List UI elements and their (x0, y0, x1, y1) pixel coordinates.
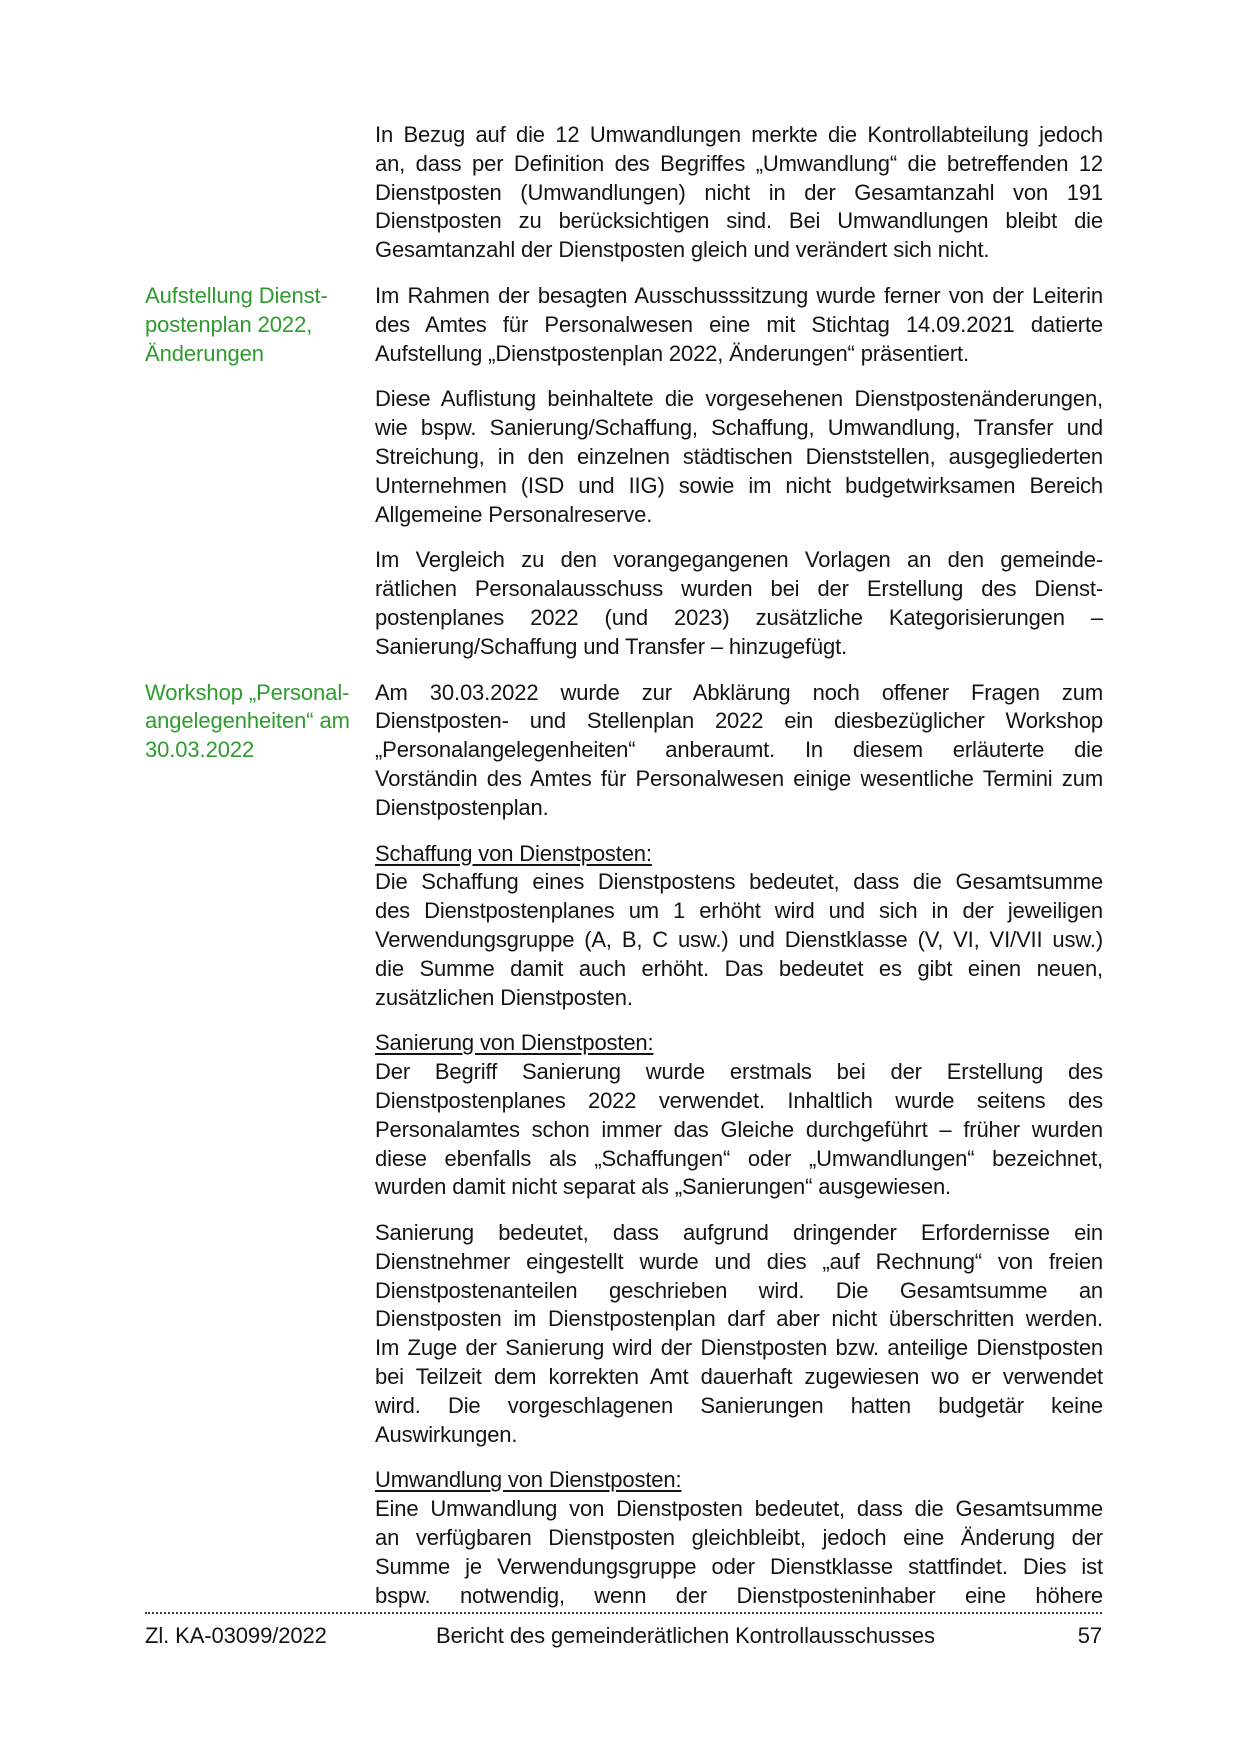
paragraph-line: Dienstposten- und Stellenplan 2022 ein diesbezüglicher Workshop (375, 708, 1103, 734)
body-paragraph (375, 1219, 1103, 1449)
margin-note-line: postenplan 2022, (145, 311, 313, 337)
margin-note-line: Änderungen (145, 340, 264, 366)
paragraph-line: wie bspw. Sanierung/Schaffung, Schaffung, Umwandlung, Transfer und (375, 415, 1103, 441)
paragraph-line: Am 30.03.2022 wurde zur Abklärung noch offener Fragen zum (375, 679, 1103, 705)
paragraph-line: Unternehmen (ISD und IIG) sowie im nicht budgetwirksamen Bereich (375, 472, 1103, 498)
paragraph-line: wurden damit nicht separat als „Sanierungen“ ausgewiesen. (375, 1174, 952, 1200)
body-paragraph (375, 385, 1103, 529)
paragraph-line: Der Begriff Sanierung wurde erstmals bei der Erstellung des (375, 1059, 1103, 1085)
paragraph-line: die Summe damit auch erhöht. Das bedeutet es gibt einen neuen, (375, 955, 1103, 981)
paragraph-line: wird. Die vorgeschlagenen Sanierungen hatten budgetär keine (375, 1392, 1103, 1418)
section-heading: Sanierung von Dienstposten: (375, 1030, 654, 1056)
paragraph-line: Im Zuge der Sanierung wird der Dienstposten bzw. anteilige Dienstposten (375, 1335, 1103, 1361)
footer-document-title: Bericht des gemeinderätlichen Kontrollausschusses (436, 1623, 935, 1648)
margin-note (145, 679, 375, 765)
paragraph-line: Allgemeine Personalreserve. (375, 501, 653, 527)
content-block (145, 121, 1103, 265)
document-body (145, 121, 1103, 1627)
content-block (145, 1466, 1103, 1610)
footer-page-number: 57 (1077, 1623, 1102, 1648)
footer-divider (145, 1612, 1102, 1614)
body-paragraph (375, 282, 1103, 368)
margin-note-line: Workshop „Personal- (145, 679, 350, 705)
paragraph-line: Dienstpostenplan. (375, 794, 549, 820)
paragraph-line: Dienstposten zu berücksichtigen sind. Bei Umwandlungen bleibt die (375, 208, 1103, 234)
body-paragraph (375, 1029, 1103, 1202)
paragraph-line: Personalamtes schon immer das Gleiche durchgeführt – früher wurden (375, 1116, 1103, 1142)
content-block (145, 1029, 1103, 1202)
paragraph-line: Verwendungsgruppe (A, B, C usw.) und Dienstklasse (V, VI, VI/VII usw.) (375, 926, 1103, 952)
section-heading: Umwandlung von Dienstposten: (375, 1467, 682, 1493)
paragraph-line: zusätzlichen Dienstposten. (375, 984, 633, 1010)
footer-row (145, 1623, 1102, 1649)
paragraph-line: des Amtes für Personalwesen eine mit Stichtag 14.09.2021 datierte (375, 311, 1103, 337)
paragraph-line: diese ebenfalls als „Schaffungen“ oder „Umwandlungen“ bezeichnet, (375, 1145, 1103, 1171)
paragraph-line: an verfügbaren Dienstposten gleichbleibt, jedoch eine Änderung der (375, 1525, 1103, 1551)
content-block (145, 679, 1103, 823)
paragraph-line: Sanierung bedeutet, dass aufgrund dringender Erfordernisse ein (375, 1220, 1103, 1246)
paragraph-line: Summe je Verwendungsgruppe oder Dienstklasse stattfindet. Dies ist (375, 1553, 1103, 1579)
paragraph-line: postenplanes 2022 (und 2023) zusätzliche Kategorisierungen – (375, 604, 1103, 630)
paragraph-line: Eine Umwandlung von Dienstposten bedeutet, dass die Gesamtsumme (375, 1496, 1103, 1522)
paragraph-line: Die Schaffung eines Dienstpostens bedeutet, dass die Gesamtsumme (375, 869, 1103, 895)
paragraph-line: Dienstpostenanteilen geschrieben wird. Die Gesamtsumme an (375, 1277, 1103, 1303)
paragraph-line: Dienstpostenplanes 2022 verwendet. Inhaltlich wurde seitens des (375, 1087, 1103, 1113)
paragraph-line: Dienstnehmer eingestellt wurde und dies „auf Rechnung“ von freien (375, 1248, 1103, 1274)
paragraph-line: an, dass per Definition des Begriffes „Umwandlung“ die betreffenden 12 (375, 150, 1103, 176)
content-block (145, 1219, 1103, 1449)
body-paragraph (375, 1466, 1103, 1610)
paragraph-line: Dienstposten (Umwandlungen) nicht in der Gesamtanzahl von 191 (375, 179, 1103, 205)
content-block (145, 282, 1103, 368)
body-paragraph (375, 121, 1103, 265)
content-block (145, 546, 1103, 661)
margin-note-line: Aufstellung Dienst- (145, 282, 328, 308)
margin-note-line: angelegenheiten“ am (145, 708, 350, 734)
content-block (145, 385, 1103, 529)
paragraph-line: bei Teilzeit dem korrekten Amt dauerhaft zugewiesen wo er verwendet (375, 1364, 1103, 1390)
paragraph-line: Dienstposten im Dienstpostenplan darf aber nicht überschritten werden. (375, 1306, 1103, 1332)
content-block (145, 840, 1103, 1013)
paragraph-line: Aufstellung „Dienstpostenplan 2022, Änderungen“ präsentiert. (375, 340, 969, 366)
paragraph-line: bspw. notwendig, wenn der Dienstposteninhaber eine höhere (375, 1582, 1103, 1608)
body-paragraph (375, 546, 1103, 661)
section-heading: Schaffung von Dienstposten: (375, 840, 652, 866)
paragraph-line: Streichung, in den einzelnen städtischen Dienststellen, ausgegliederten (375, 443, 1103, 469)
page-footer (145, 1612, 1102, 1649)
paragraph-line: In Bezug auf die 12 Umwandlungen merkte die Kontrollabteilung jedoch (375, 122, 1103, 147)
paragraph-line: Sanierung/Schaffung und Transfer – hinzugefügt. (375, 633, 847, 659)
paragraph-line: „Personalangelegenheiten“ anberaumt. In diesem erläuterte die (375, 737, 1103, 763)
paragraph-line: des Dienstpostenplanes um 1 erhöht wird und sich in der jeweiligen (375, 898, 1103, 924)
paragraph-line: Im Vergleich zu den vorangegangenen Vorlagen an den gemeinde- (375, 547, 1103, 573)
paragraph-line: Diese Auflistung beinhaltete die vorgesehenen Dienstpostenänderungen, (375, 386, 1103, 412)
paragraph-line: Im Rahmen der besagten Ausschusssitzung wurde ferner von der Leiterin (375, 282, 1103, 308)
paragraph-line: Gesamtanzahl der Dienstposten gleich und verändert sich nicht. (375, 237, 990, 263)
paragraph-line: Vorständin des Amtes für Personalwesen einige wesentliche Termini zum (375, 765, 1103, 791)
margin-note-line: 30.03.2022 (145, 737, 255, 763)
body-paragraph (375, 840, 1103, 1013)
paragraph-line: Auswirkungen. (375, 1421, 518, 1447)
paragraph-line: rätlichen Personalausschuss wurden bei der Erstellung des Dienst- (375, 576, 1103, 602)
margin-note (145, 282, 375, 368)
body-paragraph (375, 679, 1103, 823)
footer-reference-number: Zl. KA-03099/2022 (145, 1623, 327, 1648)
